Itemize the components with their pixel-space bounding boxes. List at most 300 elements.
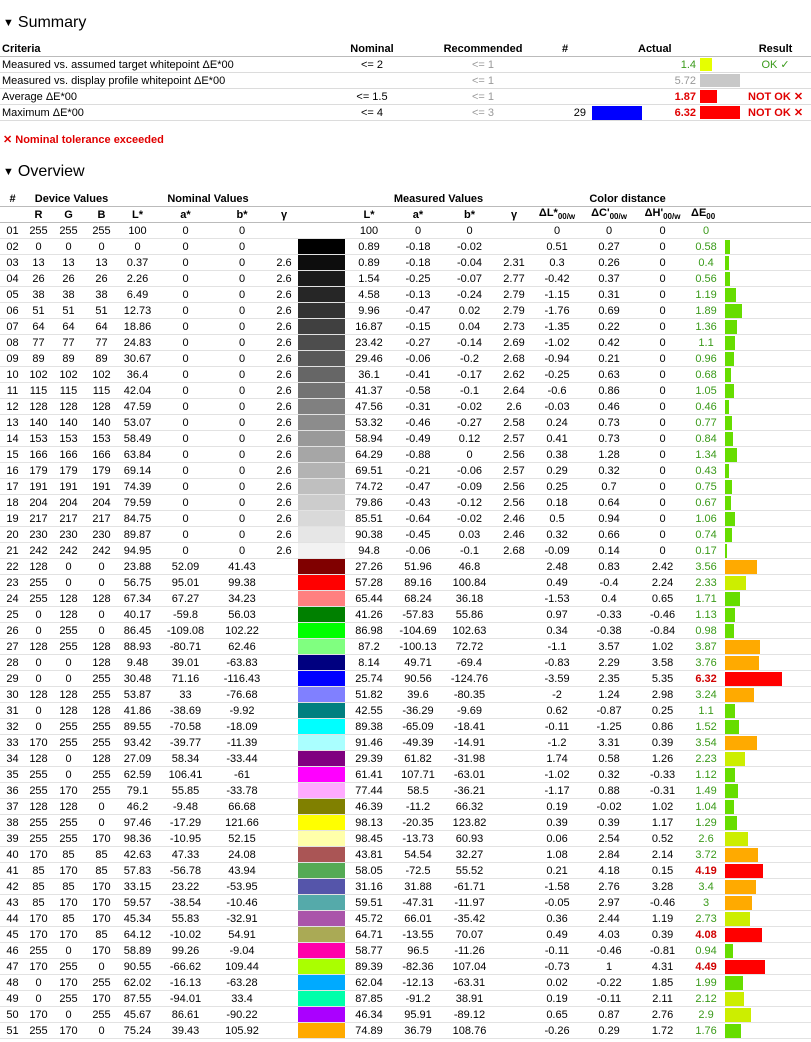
delta-E-bar bbox=[725, 864, 763, 878]
delta-H: 0 bbox=[636, 415, 689, 431]
color-swatch bbox=[298, 463, 345, 478]
collapse-triangle-icon: ▼ bbox=[3, 17, 14, 29]
measured-b: -0.24 bbox=[443, 287, 496, 303]
delta-E: 0.94 bbox=[689, 943, 723, 959]
delta-L: 0.21 bbox=[532, 863, 582, 879]
delta-E-bar-cell bbox=[723, 463, 811, 479]
delta-H: 0.39 bbox=[636, 735, 689, 751]
delta-L: -1.02 bbox=[532, 767, 582, 783]
summary-bar-cell bbox=[698, 73, 740, 89]
color-swatch-cell bbox=[298, 959, 345, 975]
measured-L: 51.82 bbox=[345, 687, 393, 703]
delta-H: 3.28 bbox=[636, 879, 689, 895]
nominal-b: 109.44 bbox=[214, 959, 270, 975]
measured-gamma bbox=[496, 831, 532, 847]
nominal-L: 62.59 bbox=[118, 767, 157, 783]
device-b: 170 bbox=[85, 879, 118, 895]
measured-gamma bbox=[496, 815, 532, 831]
measured-gamma: 2.79 bbox=[496, 287, 532, 303]
delta-E-bar bbox=[725, 320, 737, 334]
measured-L: 47.56 bbox=[345, 399, 393, 415]
delta-L: 0.19 bbox=[532, 799, 582, 815]
col-delta-H: $\Delta H'_{00/w}$ bbox=[636, 207, 689, 223]
overview-row bbox=[0, 863, 811, 879]
summary-recommended: <= 1 bbox=[424, 73, 542, 89]
measured-b: -63.31 bbox=[443, 975, 496, 991]
delta-E-bar bbox=[725, 976, 743, 990]
measured-L: 29.46 bbox=[345, 351, 393, 367]
device-g: 128 bbox=[52, 703, 85, 719]
device-r: 128 bbox=[25, 399, 52, 415]
delta-E: 1.1 bbox=[689, 335, 723, 351]
measured-a: 66.01 bbox=[393, 911, 443, 927]
delta-E-bar bbox=[725, 416, 732, 430]
nominal-b: 62.46 bbox=[214, 639, 270, 655]
delta-E-bar-cell bbox=[723, 591, 811, 607]
nominal-gamma bbox=[270, 799, 298, 815]
device-g: 242 bbox=[52, 543, 85, 559]
device-b: 170 bbox=[85, 895, 118, 911]
device-r: 255 bbox=[25, 815, 52, 831]
color-swatch-cell bbox=[298, 335, 345, 351]
delta-E-bar-cell bbox=[723, 351, 811, 367]
overview-row bbox=[0, 383, 811, 399]
device-r: 128 bbox=[25, 799, 52, 815]
device-g: 170 bbox=[52, 863, 85, 879]
measured-a: -0.27 bbox=[393, 335, 443, 351]
measured-L: 31.16 bbox=[345, 879, 393, 895]
device-g: 255 bbox=[52, 815, 85, 831]
measured-L: 36.1 bbox=[345, 367, 393, 383]
nominal-a: 0 bbox=[157, 351, 214, 367]
delta-E: 0.77 bbox=[689, 415, 723, 431]
delta-H: 0 bbox=[636, 383, 689, 399]
device-b: 0 bbox=[85, 623, 118, 639]
device-g: 255 bbox=[52, 735, 85, 751]
delta-H: 0 bbox=[636, 527, 689, 543]
nominal-gamma bbox=[270, 703, 298, 719]
patch-number: 04 bbox=[0, 271, 25, 287]
summary-swatch-cell bbox=[588, 57, 644, 73]
summary-swatch-cell bbox=[588, 105, 644, 121]
nominal-b: -63.28 bbox=[214, 975, 270, 991]
delta-E-bar bbox=[725, 432, 733, 446]
measured-a: -104.69 bbox=[393, 623, 443, 639]
delta-E-bar bbox=[725, 640, 760, 654]
summary-criteria: Measured vs. display profile whitepoint ΔE*00 bbox=[0, 73, 320, 89]
delta-E: 0.96 bbox=[689, 351, 723, 367]
delta-H: -0.31 bbox=[636, 783, 689, 799]
delta-L: -0.73 bbox=[532, 959, 582, 975]
delta-H: 0 bbox=[636, 399, 689, 415]
nominal-gamma: 2.6 bbox=[270, 543, 298, 559]
measured-a: 96.5 bbox=[393, 943, 443, 959]
delta-E: 1.49 bbox=[689, 783, 723, 799]
delta-E-bar bbox=[725, 624, 734, 638]
delta-H: 0 bbox=[636, 447, 689, 463]
measured-a: -0.46 bbox=[393, 415, 443, 431]
nominal-gamma: 2.6 bbox=[270, 511, 298, 527]
nominal-b: -9.92 bbox=[214, 703, 270, 719]
delta-E: 1.29 bbox=[689, 815, 723, 831]
device-b: 0 bbox=[85, 799, 118, 815]
delta-C: 0.31 bbox=[582, 287, 636, 303]
device-b: 255 bbox=[85, 719, 118, 735]
measured-gamma bbox=[496, 735, 532, 751]
delta-L: -1.1 bbox=[532, 639, 582, 655]
measured-a: -0.41 bbox=[393, 367, 443, 383]
device-b: 26 bbox=[85, 271, 118, 287]
nominal-b: 43.94 bbox=[214, 863, 270, 879]
delta-H: 2.42 bbox=[636, 559, 689, 575]
delta-E-bar bbox=[725, 992, 744, 1006]
measured-b: -0.07 bbox=[443, 271, 496, 287]
summary-heading[interactable]: ▼ Summary bbox=[3, 14, 87, 31]
delta-C: 0.27 bbox=[582, 239, 636, 255]
nominal-L: 57.83 bbox=[118, 863, 157, 879]
measured-b: 70.07 bbox=[443, 927, 496, 943]
delta-E-bar-cell bbox=[723, 975, 811, 991]
delta-H: 1.17 bbox=[636, 815, 689, 831]
patch-number: 23 bbox=[0, 575, 25, 591]
color-swatch bbox=[298, 879, 345, 894]
color-swatch-cell bbox=[298, 303, 345, 319]
device-b: 0 bbox=[85, 959, 118, 975]
color-swatch-cell bbox=[298, 447, 345, 463]
summary-actual: 5.72 bbox=[644, 73, 698, 89]
color-swatch-cell bbox=[298, 495, 345, 511]
overview-row bbox=[0, 223, 811, 239]
device-r: 89 bbox=[25, 351, 52, 367]
nominal-b: -76.68 bbox=[214, 687, 270, 703]
delta-E: 2.33 bbox=[689, 575, 723, 591]
patch-number: 09 bbox=[0, 351, 25, 367]
device-g: 85 bbox=[52, 911, 85, 927]
delta-E-bar-cell bbox=[723, 223, 811, 239]
nominal-b: -11.39 bbox=[214, 735, 270, 751]
delta-E: 0.67 bbox=[689, 495, 723, 511]
group-device-values: Device Values bbox=[25, 191, 118, 207]
patch-number: 18 bbox=[0, 495, 25, 511]
delta-E-bar bbox=[725, 848, 758, 862]
delta-C: -0.02 bbox=[582, 799, 636, 815]
measured-L: 58.05 bbox=[345, 863, 393, 879]
delta-L: -1.2 bbox=[532, 735, 582, 751]
overview-heading[interactable]: ▼ Overview bbox=[3, 163, 85, 180]
delta-H: 5.35 bbox=[636, 671, 689, 687]
col-actual: Actual bbox=[588, 41, 740, 57]
summary-swatch-cell bbox=[588, 89, 644, 105]
device-g: 64 bbox=[52, 319, 85, 335]
nominal-a: 0 bbox=[157, 463, 214, 479]
summary-bar bbox=[700, 74, 740, 87]
overview-row bbox=[0, 783, 811, 799]
patch-number: 08 bbox=[0, 335, 25, 351]
measured-a: -36.29 bbox=[393, 703, 443, 719]
summary-num bbox=[542, 73, 588, 89]
delta-E-bar bbox=[725, 352, 734, 366]
patch-number: 07 bbox=[0, 319, 25, 335]
measured-gamma bbox=[496, 751, 532, 767]
color-swatch-cell bbox=[298, 687, 345, 703]
delta-E: 1.1 bbox=[689, 703, 723, 719]
summary-recommended: <= 3 bbox=[424, 105, 542, 121]
nominal-b: 0 bbox=[214, 223, 270, 239]
delta-E: 4.08 bbox=[689, 927, 723, 943]
measured-L: 64.71 bbox=[345, 927, 393, 943]
device-g: 255 bbox=[52, 991, 85, 1007]
measured-b: -0.12 bbox=[443, 495, 496, 511]
color-swatch bbox=[298, 319, 345, 334]
delta-C: 0.14 bbox=[582, 543, 636, 559]
delta-E: 1.76 bbox=[689, 1023, 723, 1039]
color-swatch bbox=[298, 399, 345, 414]
measured-b: -31.98 bbox=[443, 751, 496, 767]
delta-H: 0.52 bbox=[636, 831, 689, 847]
delta-E: 6.32 bbox=[689, 671, 723, 687]
delta-L: -2 bbox=[532, 687, 582, 703]
nominal-b: -18.09 bbox=[214, 719, 270, 735]
measured-gamma bbox=[496, 943, 532, 959]
measured-b: -0.17 bbox=[443, 367, 496, 383]
delta-E-bar bbox=[725, 768, 735, 782]
color-swatch bbox=[298, 511, 345, 526]
device-b: 170 bbox=[85, 911, 118, 927]
device-b: 89 bbox=[85, 351, 118, 367]
nominal-a: 52.09 bbox=[157, 559, 214, 575]
patch-number: 42 bbox=[0, 879, 25, 895]
measured-gamma bbox=[496, 639, 532, 655]
nominal-L: 69.14 bbox=[118, 463, 157, 479]
delta-L: 0.24 bbox=[532, 415, 582, 431]
color-swatch bbox=[298, 303, 345, 318]
delta-E-bar-cell bbox=[723, 383, 811, 399]
nominal-b: 0 bbox=[214, 335, 270, 351]
nominal-L: 75.24 bbox=[118, 1023, 157, 1039]
measured-b: -36.21 bbox=[443, 783, 496, 799]
color-swatch bbox=[298, 607, 345, 622]
measured-a: -72.5 bbox=[393, 863, 443, 879]
measured-a: 0 bbox=[393, 223, 443, 239]
measured-b: 0 bbox=[443, 223, 496, 239]
measured-a: -82.36 bbox=[393, 959, 443, 975]
measured-gamma bbox=[496, 623, 532, 639]
device-r: 77 bbox=[25, 335, 52, 351]
delta-C: 0.22 bbox=[582, 319, 636, 335]
measured-a: -13.73 bbox=[393, 831, 443, 847]
device-r: 128 bbox=[25, 639, 52, 655]
measured-a: -0.25 bbox=[393, 271, 443, 287]
device-r: 64 bbox=[25, 319, 52, 335]
nominal-gamma: 2.6 bbox=[270, 319, 298, 335]
delta-E-bar-cell bbox=[723, 319, 811, 335]
delta-E-bar bbox=[725, 592, 740, 606]
overview-row bbox=[0, 767, 811, 783]
nominal-gamma bbox=[270, 623, 298, 639]
patch-number: 20 bbox=[0, 527, 25, 543]
nominal-a: -66.62 bbox=[157, 959, 214, 975]
overview-row bbox=[0, 703, 811, 719]
device-b: 51 bbox=[85, 303, 118, 319]
measured-gamma bbox=[496, 1023, 532, 1039]
measured-gamma bbox=[496, 591, 532, 607]
delta-L: -0.05 bbox=[532, 895, 582, 911]
color-swatch-cell bbox=[298, 767, 345, 783]
measured-L: 0.89 bbox=[345, 239, 393, 255]
overview-row bbox=[0, 591, 811, 607]
device-r: 179 bbox=[25, 463, 52, 479]
delta-C: -0.4 bbox=[582, 575, 636, 591]
measured-b: 0.02 bbox=[443, 303, 496, 319]
delta-L: -1.17 bbox=[532, 783, 582, 799]
col-nominal-a: a* bbox=[157, 207, 214, 223]
delta-E-bar bbox=[725, 816, 737, 830]
overview-row bbox=[0, 623, 811, 639]
measured-L: 69.51 bbox=[345, 463, 393, 479]
color-swatch bbox=[298, 383, 345, 398]
nominal-gamma bbox=[270, 655, 298, 671]
measured-L: 46.34 bbox=[345, 1007, 393, 1023]
delta-L: -1.35 bbox=[532, 319, 582, 335]
nominal-L: 30.67 bbox=[118, 351, 157, 367]
measured-b: 0 bbox=[443, 447, 496, 463]
measured-gamma: 2.56 bbox=[496, 495, 532, 511]
color-swatch bbox=[298, 831, 345, 846]
delta-C: 0 bbox=[582, 223, 636, 239]
device-b: 85 bbox=[85, 863, 118, 879]
summary-row bbox=[0, 105, 811, 121]
nominal-gamma bbox=[270, 719, 298, 735]
delta-C: 1 bbox=[582, 959, 636, 975]
delta-E: 3.87 bbox=[689, 639, 723, 655]
measured-a: 54.54 bbox=[393, 847, 443, 863]
color-swatch bbox=[298, 271, 345, 286]
nominal-a: 39.43 bbox=[157, 1023, 214, 1039]
device-g: 0 bbox=[52, 575, 85, 591]
patch-number: 43 bbox=[0, 895, 25, 911]
color-swatch-cell bbox=[298, 991, 345, 1007]
delta-H: 0 bbox=[636, 543, 689, 559]
measured-b: -124.76 bbox=[443, 671, 496, 687]
device-g: 13 bbox=[52, 255, 85, 271]
delta-E-bar bbox=[725, 272, 730, 286]
col-recommended: Recommended bbox=[424, 41, 542, 57]
device-g: 0 bbox=[52, 239, 85, 255]
delta-H: 1.26 bbox=[636, 751, 689, 767]
delta-L: -0.94 bbox=[532, 351, 582, 367]
nominal-b: 54.91 bbox=[214, 927, 270, 943]
color-swatch-cell bbox=[298, 463, 345, 479]
patch-number: 37 bbox=[0, 799, 25, 815]
nominal-gamma bbox=[270, 783, 298, 799]
color-swatch bbox=[298, 751, 345, 766]
nominal-b: -53.95 bbox=[214, 879, 270, 895]
nominal-L: 45.34 bbox=[118, 911, 157, 927]
device-r: 0 bbox=[25, 239, 52, 255]
device-g: 38 bbox=[52, 287, 85, 303]
delta-E-bar-cell bbox=[723, 575, 811, 591]
delta-E-bar bbox=[725, 1008, 751, 1022]
measured-b: 0.03 bbox=[443, 527, 496, 543]
measured-a: -11.2 bbox=[393, 799, 443, 815]
measured-gamma: 2.68 bbox=[496, 543, 532, 559]
color-swatch bbox=[298, 783, 345, 798]
nominal-L: 46.2 bbox=[118, 799, 157, 815]
delta-E-bar bbox=[725, 240, 730, 254]
overview-row bbox=[0, 479, 811, 495]
measured-L: 86.98 bbox=[345, 623, 393, 639]
delta-E: 3.24 bbox=[689, 687, 723, 703]
color-swatch bbox=[298, 335, 345, 350]
overview-row bbox=[0, 895, 811, 911]
color-swatch-cell bbox=[298, 319, 345, 335]
nominal-gamma bbox=[270, 751, 298, 767]
nominal-b: 0 bbox=[214, 367, 270, 383]
nominal-gamma: 2.6 bbox=[270, 463, 298, 479]
delta-E: 3 bbox=[689, 895, 723, 911]
delta-E: 0.43 bbox=[689, 463, 723, 479]
delta-L: -1.58 bbox=[532, 879, 582, 895]
overview-row bbox=[0, 399, 811, 415]
device-b: 85 bbox=[85, 927, 118, 943]
measured-L: 29.39 bbox=[345, 751, 393, 767]
device-r: 0 bbox=[25, 607, 52, 623]
color-swatch-cell bbox=[298, 575, 345, 591]
measured-L: 27.26 bbox=[345, 559, 393, 575]
measured-gamma: 2.68 bbox=[496, 351, 532, 367]
delta-L: -0.03 bbox=[532, 399, 582, 415]
measured-b: -0.1 bbox=[443, 543, 496, 559]
col-measured-a: a* bbox=[393, 207, 443, 223]
measured-L: 89.38 bbox=[345, 719, 393, 735]
summary-num: 29 bbox=[542, 105, 588, 121]
device-r: 166 bbox=[25, 447, 52, 463]
device-g: 0 bbox=[52, 671, 85, 687]
delta-E-bar-cell bbox=[723, 847, 811, 863]
color-swatch bbox=[298, 703, 345, 718]
color-swatch bbox=[298, 975, 345, 990]
delta-E: 3.4 bbox=[689, 879, 723, 895]
summary-recommended: <= 1 bbox=[424, 89, 542, 105]
measured-b: 60.93 bbox=[443, 831, 496, 847]
delta-E-bar bbox=[725, 400, 729, 414]
measured-gamma: 2.57 bbox=[496, 463, 532, 479]
device-r: 0 bbox=[25, 671, 52, 687]
overview-row bbox=[0, 799, 811, 815]
nominal-a: 0 bbox=[157, 303, 214, 319]
delta-E-bar-cell bbox=[723, 991, 811, 1007]
delta-E-bar-cell bbox=[723, 303, 811, 319]
measured-b: -63.01 bbox=[443, 767, 496, 783]
delta-C: 0.73 bbox=[582, 415, 636, 431]
nominal-gamma bbox=[270, 223, 298, 239]
color-swatch-cell bbox=[298, 623, 345, 639]
nominal-a: 106.41 bbox=[157, 767, 214, 783]
measured-gamma: 2.62 bbox=[496, 367, 532, 383]
measured-a: 68.24 bbox=[393, 591, 443, 607]
measured-gamma bbox=[496, 655, 532, 671]
device-r: 115 bbox=[25, 383, 52, 399]
overview-row bbox=[0, 991, 811, 1007]
nominal-b: 0 bbox=[214, 479, 270, 495]
device-b: 128 bbox=[85, 591, 118, 607]
delta-E-bar-cell bbox=[723, 239, 811, 255]
delta-E: 1.04 bbox=[689, 799, 723, 815]
device-g: 255 bbox=[52, 623, 85, 639]
delta-C: 0.32 bbox=[582, 463, 636, 479]
color-swatch bbox=[298, 959, 345, 974]
measured-L: 94.8 bbox=[345, 543, 393, 559]
